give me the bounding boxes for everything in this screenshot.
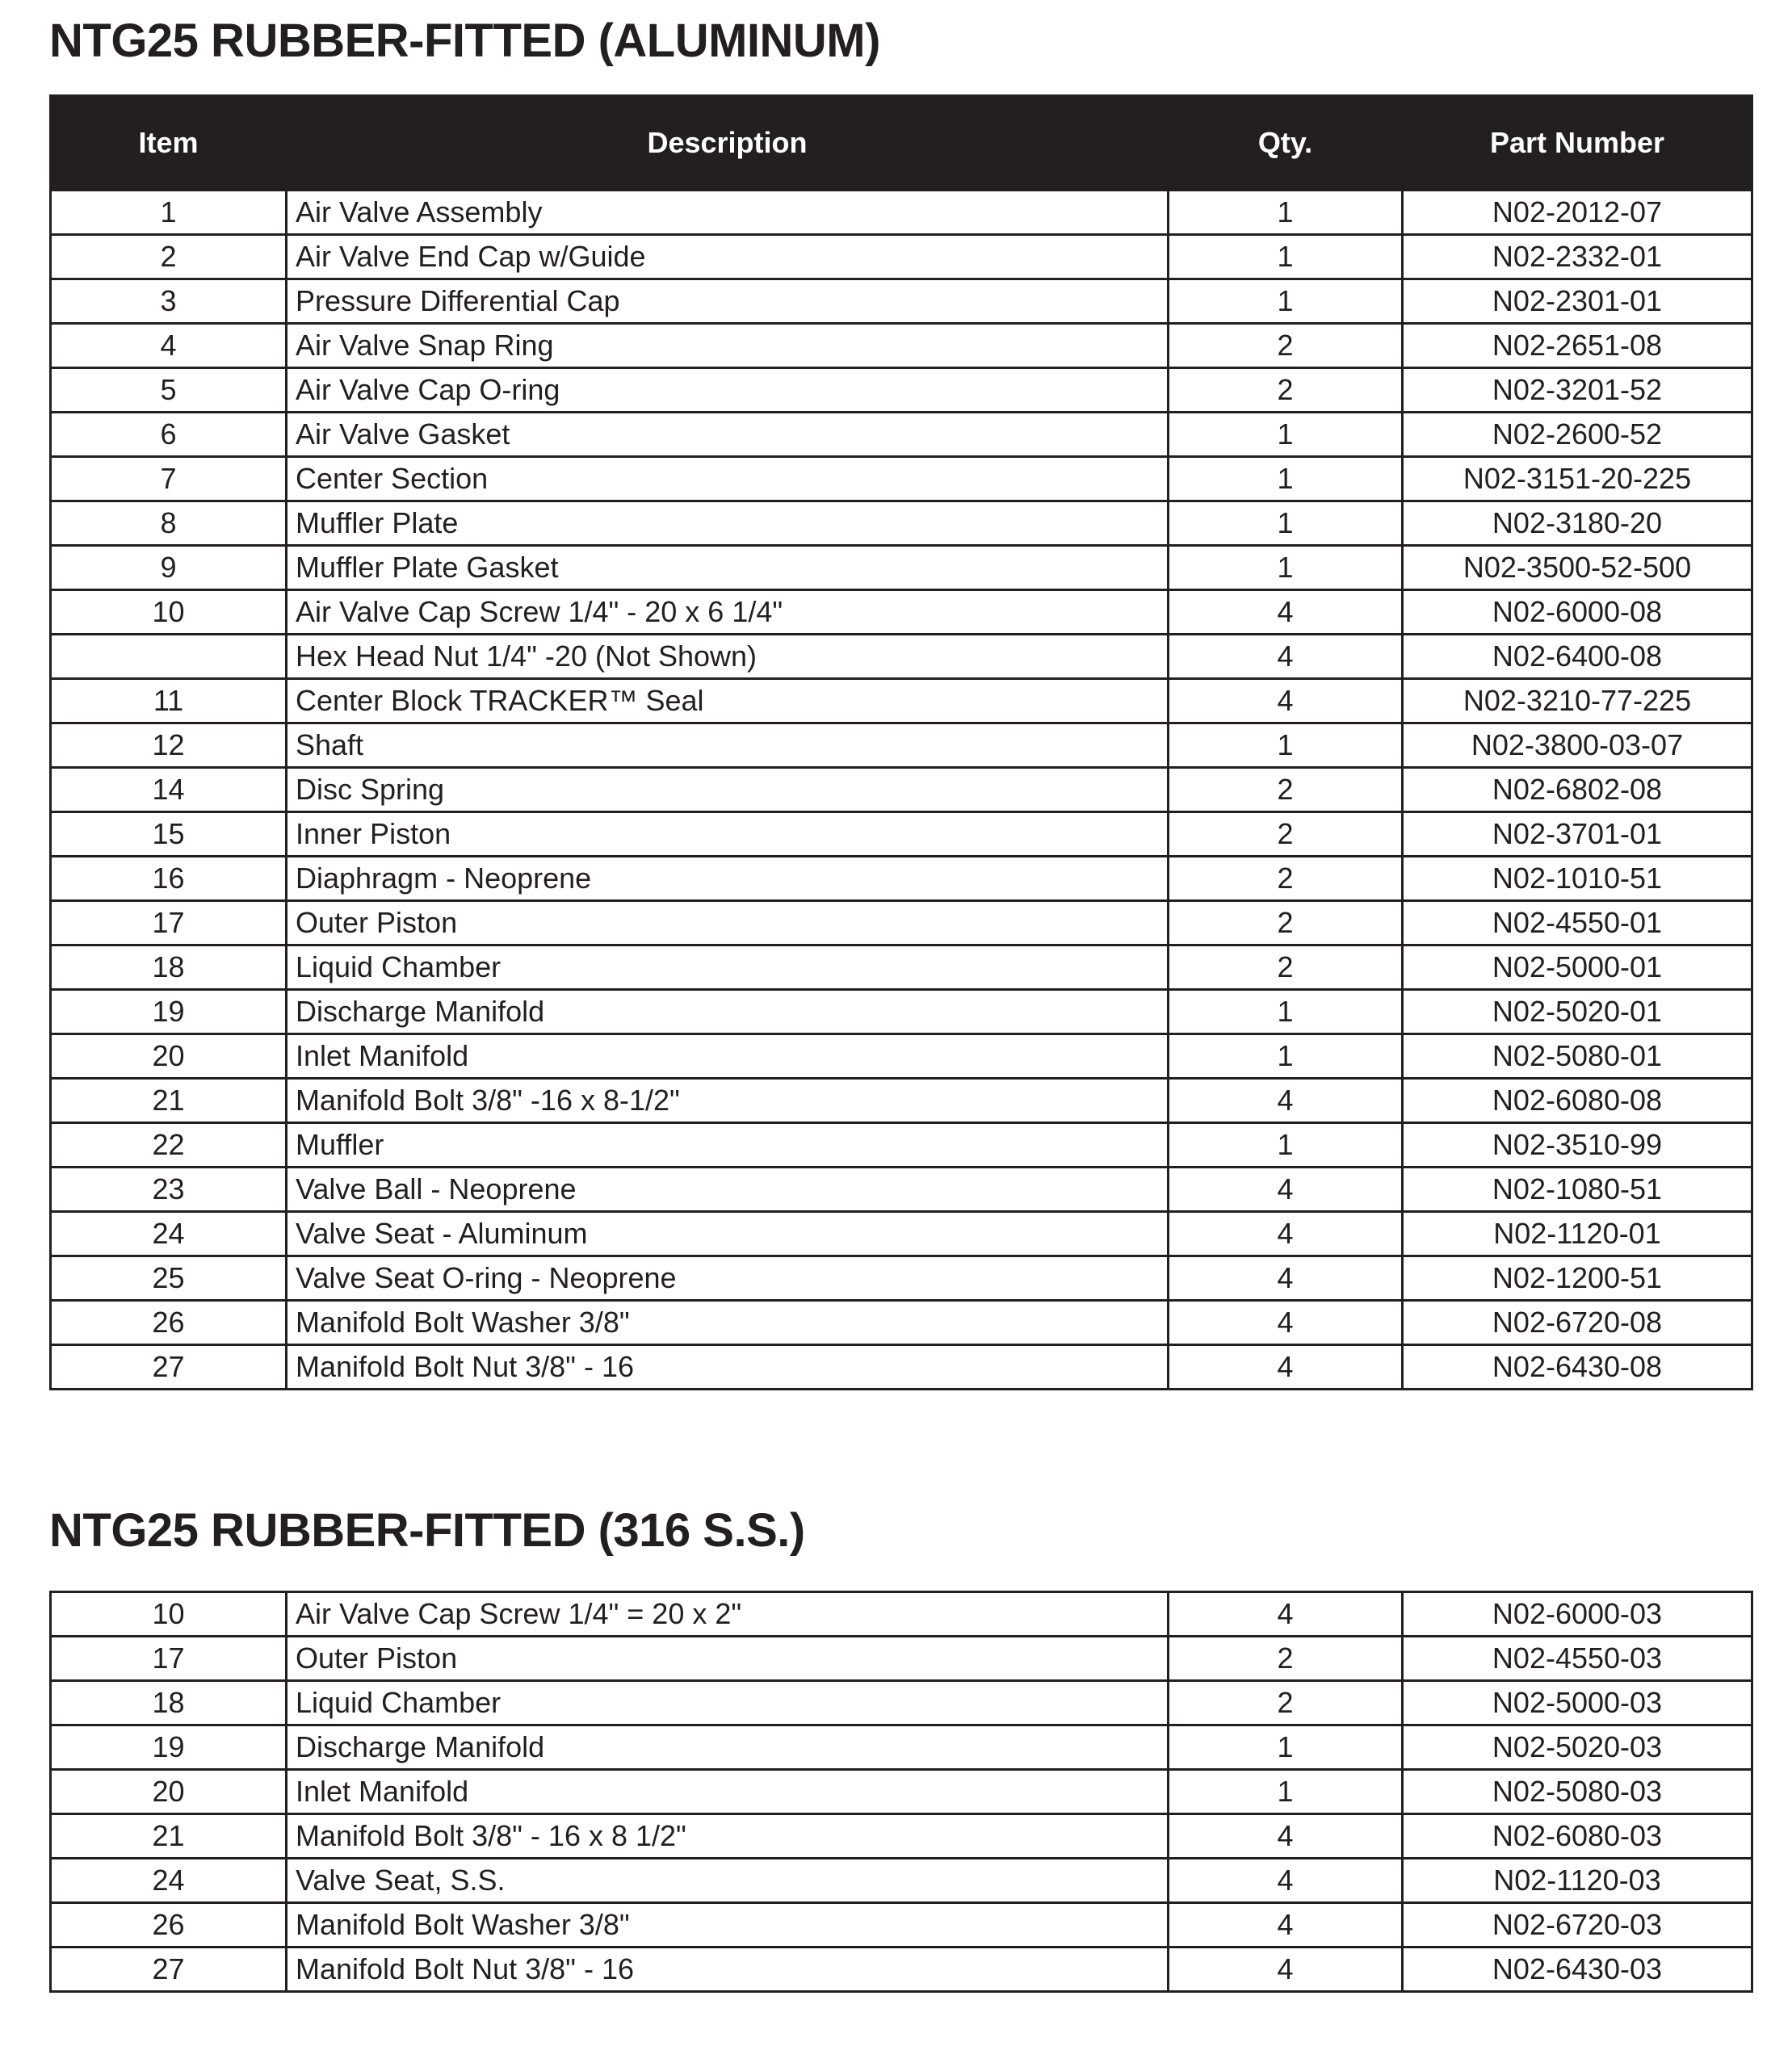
qty-cell: 1 (1169, 990, 1403, 1034)
section-title-aluminum: NTG25 RUBBER-FITTED (ALUMINUM) (49, 15, 880, 67)
description-cell: Center Block TRACKER™ Seal (287, 679, 1169, 723)
table-row (51, 812, 1752, 857)
part-number-cell: N02-1080-51 (1403, 1168, 1752, 1212)
table-row (51, 768, 1752, 812)
qty-cell: 1 (1169, 1123, 1403, 1168)
table-row (51, 1123, 1752, 1168)
table-row (51, 1948, 1752, 1992)
part-number-cell: N02-2651-08 (1403, 324, 1752, 368)
description-cell: Manifold Bolt Nut 3/8" - 16 (287, 1948, 1169, 1992)
description-cell: Air Valve Assembly (287, 191, 1169, 235)
item-cell: 15 (51, 812, 287, 857)
description-cell: Valve Ball - Neoprene (287, 1168, 1169, 1212)
qty-cell: 4 (1169, 1592, 1403, 1637)
qty-cell: 2 (1169, 768, 1403, 812)
description-cell: Valve Seat - Aluminum (287, 1212, 1169, 1256)
item-cell: 26 (51, 1301, 287, 1345)
part-number-cell: N02-5000-01 (1403, 945, 1752, 990)
item-cell: 3 (51, 279, 287, 324)
table-row (51, 1345, 1752, 1390)
item-cell: 22 (51, 1123, 287, 1168)
qty-cell: 4 (1169, 679, 1403, 723)
description-cell: Outer Piston (287, 901, 1169, 945)
description-cell: Liquid Chamber (287, 945, 1169, 990)
part-number-cell: N02-3180-20 (1403, 501, 1752, 546)
description-cell: Muffler Plate Gasket (287, 546, 1169, 590)
qty-cell: 2 (1169, 1681, 1403, 1725)
qty-cell: 4 (1169, 1079, 1403, 1123)
description-cell: Shaft (287, 723, 1169, 768)
part-number-cell: N02-6430-08 (1403, 1345, 1752, 1390)
part-number-cell: N02-3151-20-225 (1403, 457, 1752, 501)
qty-cell: 2 (1169, 1637, 1403, 1681)
part-number-cell: N02-6720-08 (1403, 1301, 1752, 1345)
qty-cell: 4 (1169, 1859, 1403, 1903)
column-header-description: Description (287, 96, 1169, 191)
part-number-cell: N02-2332-01 (1403, 235, 1752, 279)
item-cell: 2 (51, 235, 287, 279)
item-cell: 5 (51, 368, 287, 413)
qty-cell: 1 (1169, 546, 1403, 590)
part-number-cell: N02-6080-03 (1403, 1814, 1752, 1859)
qty-cell: 1 (1169, 723, 1403, 768)
item-cell: 26 (51, 1903, 287, 1948)
qty-cell: 4 (1169, 1256, 1403, 1301)
item-cell: 18 (51, 945, 287, 990)
qty-cell: 4 (1169, 1345, 1403, 1390)
part-number-cell: N02-4550-03 (1403, 1637, 1752, 1681)
item-cell: 10 (51, 590, 287, 635)
table-row (51, 324, 1752, 368)
description-cell: Outer Piston (287, 1637, 1169, 1681)
item-cell: 20 (51, 1770, 287, 1814)
qty-cell: 4 (1169, 1814, 1403, 1859)
description-cell: Valve Seat, S.S. (287, 1859, 1169, 1903)
item-cell: 20 (51, 1034, 287, 1079)
part-number-cell: N02-1120-01 (1403, 1212, 1752, 1256)
qty-cell: 2 (1169, 945, 1403, 990)
table-row (51, 901, 1752, 945)
table-row (51, 1079, 1752, 1123)
parts-table-aluminum (49, 94, 1753, 1390)
table-row (51, 368, 1752, 413)
item-cell: 12 (51, 723, 287, 768)
part-number-cell: N02-3701-01 (1403, 812, 1752, 857)
part-number-cell: N02-3800-03-07 (1403, 723, 1752, 768)
part-number-cell: N02-1120-03 (1403, 1859, 1752, 1903)
column-header-item: Item (51, 96, 287, 191)
description-cell: Air Valve Cap Screw 1/4" = 20 x 2" (287, 1592, 1169, 1637)
description-cell: Air Valve Cap O-ring (287, 368, 1169, 413)
part-number-cell: N02-3201-52 (1403, 368, 1752, 413)
item-cell: 16 (51, 857, 287, 901)
part-number-cell: N02-5080-01 (1403, 1034, 1752, 1079)
qty-cell: 1 (1169, 413, 1403, 457)
item-cell: 14 (51, 768, 287, 812)
qty-cell: 2 (1169, 901, 1403, 945)
description-cell: Manifold Bolt Nut 3/8" - 16 (287, 1345, 1169, 1390)
parts-table-stainless (49, 1591, 1753, 1993)
table-row (51, 1301, 1752, 1345)
table-row (51, 413, 1752, 457)
item-cell: 27 (51, 1948, 287, 1992)
description-cell: Discharge Manifold (287, 1725, 1169, 1770)
qty-cell: 4 (1169, 1903, 1403, 1948)
part-number-cell: N02-3510-99 (1403, 1123, 1752, 1168)
table-row (51, 990, 1752, 1034)
qty-cell: 4 (1169, 1212, 1403, 1256)
table-row (51, 501, 1752, 546)
description-cell: Liquid Chamber (287, 1681, 1169, 1725)
description-cell: Muffler Plate (287, 501, 1169, 546)
part-number-cell: N02-6400-08 (1403, 635, 1752, 679)
description-cell: Air Valve Snap Ring (287, 324, 1169, 368)
table-row (51, 279, 1752, 324)
qty-cell: 1 (1169, 457, 1403, 501)
item-cell: 4 (51, 324, 287, 368)
qty-cell: 2 (1169, 812, 1403, 857)
table-row (51, 1681, 1752, 1725)
item-cell: 10 (51, 1592, 287, 1637)
item-cell: 7 (51, 457, 287, 501)
table-row (51, 546, 1752, 590)
table-row (51, 1168, 1752, 1212)
description-cell: Air Valve Cap Screw 1/4" - 20 x 6 1/4" (287, 590, 1169, 635)
table-row (51, 945, 1752, 990)
part-number-cell: N02-5080-03 (1403, 1770, 1752, 1814)
item-cell: 24 (51, 1859, 287, 1903)
part-number-cell: N02-6802-08 (1403, 768, 1752, 812)
description-cell: Manifold Bolt Washer 3/8" (287, 1903, 1169, 1948)
description-cell: Diaphragm - Neoprene (287, 857, 1169, 901)
qty-cell: 4 (1169, 1948, 1403, 1992)
table-row (51, 1725, 1752, 1770)
item-cell: 21 (51, 1814, 287, 1859)
column-header-part-number: Part Number (1403, 96, 1752, 191)
qty-cell: 4 (1169, 1168, 1403, 1212)
item-cell: 9 (51, 546, 287, 590)
table-row (51, 857, 1752, 901)
description-cell: Disc Spring (287, 768, 1169, 812)
table-row (51, 1814, 1752, 1859)
qty-cell: 4 (1169, 1301, 1403, 1345)
part-number-cell: N02-2012-07 (1403, 191, 1752, 235)
table-row (51, 235, 1752, 279)
description-cell: Air Valve End Cap w/Guide (287, 235, 1169, 279)
item-cell: 23 (51, 1168, 287, 1212)
qty-cell: 4 (1169, 590, 1403, 635)
qty-cell: 1 (1169, 235, 1403, 279)
item-cell: 17 (51, 1637, 287, 1681)
description-cell: Inlet Manifold (287, 1770, 1169, 1814)
item-cell: 21 (51, 1079, 287, 1123)
description-cell: Inner Piston (287, 812, 1169, 857)
item-cell: 17 (51, 901, 287, 945)
part-number-cell: N02-6430-03 (1403, 1948, 1752, 1992)
table-row (51, 1859, 1752, 1903)
part-number-cell: N02-5020-03 (1403, 1725, 1752, 1770)
qty-cell: 1 (1169, 501, 1403, 546)
part-number-cell: N02-4550-01 (1403, 901, 1752, 945)
description-cell: Muffler (287, 1123, 1169, 1168)
table-row (51, 679, 1752, 723)
part-number-cell: N02-2301-01 (1403, 279, 1752, 324)
item-cell: 24 (51, 1212, 287, 1256)
table-row (51, 1903, 1752, 1948)
description-cell: Center Section (287, 457, 1169, 501)
description-cell: Pressure Differential Cap (287, 279, 1169, 324)
table-row (51, 1770, 1752, 1814)
table-row (51, 1637, 1752, 1681)
part-number-cell: N02-6000-03 (1403, 1592, 1752, 1637)
description-cell: Air Valve Gasket (287, 413, 1169, 457)
part-number-cell: N02-1200-51 (1403, 1256, 1752, 1301)
table-row (51, 1034, 1752, 1079)
qty-cell: 1 (1169, 1725, 1403, 1770)
part-number-cell: N02-5000-03 (1403, 1681, 1752, 1725)
item-cell: 27 (51, 1345, 287, 1390)
table-row (51, 457, 1752, 501)
qty-cell: 1 (1169, 279, 1403, 324)
part-number-cell: N02-6080-08 (1403, 1079, 1752, 1123)
item-cell (51, 635, 287, 679)
item-cell: 6 (51, 413, 287, 457)
item-cell: 19 (51, 990, 287, 1034)
part-number-cell: N02-6720-03 (1403, 1903, 1752, 1948)
table-row (51, 723, 1752, 768)
table-row (51, 1592, 1752, 1637)
description-cell: Manifold Bolt Washer 3/8" (287, 1301, 1169, 1345)
table-row (51, 1212, 1752, 1256)
qty-cell: 1 (1169, 191, 1403, 235)
section-title-stainless: NTG25 RUBBER-FITTED (316 S.S.) (49, 1504, 805, 1557)
part-number-cell: N02-2600-52 (1403, 413, 1752, 457)
item-cell: 11 (51, 679, 287, 723)
qty-cell: 1 (1169, 1770, 1403, 1814)
item-cell: 8 (51, 501, 287, 546)
qty-cell: 2 (1169, 368, 1403, 413)
table-body (51, 191, 1752, 1390)
description-cell: Manifold Bolt 3/8" -16 x 8-1/2" (287, 1079, 1169, 1123)
item-cell: 19 (51, 1725, 287, 1770)
table-row (51, 1256, 1752, 1301)
description-cell: Discharge Manifold (287, 990, 1169, 1034)
description-cell: Inlet Manifold (287, 1034, 1169, 1079)
table-row (51, 191, 1752, 235)
table-header-row (51, 96, 1752, 191)
table-body (51, 1592, 1752, 1992)
item-cell: 18 (51, 1681, 287, 1725)
part-number-cell: N02-6000-08 (1403, 590, 1752, 635)
table-row (51, 635, 1752, 679)
part-number-cell: N02-5020-01 (1403, 990, 1752, 1034)
part-number-cell: N02-3500-52-500 (1403, 546, 1752, 590)
item-cell: 1 (51, 191, 287, 235)
description-cell: Valve Seat O-ring - Neoprene (287, 1256, 1169, 1301)
part-number-cell: N02-3210-77-225 (1403, 679, 1752, 723)
qty-cell: 4 (1169, 635, 1403, 679)
part-number-cell: N02-1010-51 (1403, 857, 1752, 901)
column-header-qty: Qty. (1169, 96, 1403, 191)
item-cell: 25 (51, 1256, 287, 1301)
table-row (51, 590, 1752, 635)
description-cell: Hex Head Nut 1/4" -20 (Not Shown) (287, 635, 1169, 679)
qty-cell: 2 (1169, 857, 1403, 901)
qty-cell: 2 (1169, 324, 1403, 368)
description-cell: Manifold Bolt 3/8" - 16 x 8 1/2" (287, 1814, 1169, 1859)
qty-cell: 1 (1169, 1034, 1403, 1079)
